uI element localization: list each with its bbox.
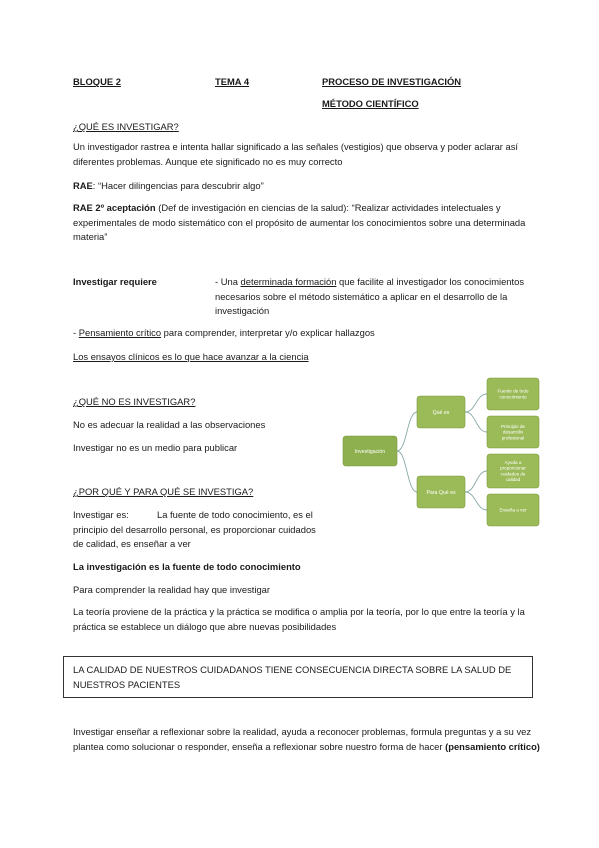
connector-line — [465, 471, 487, 492]
pensamiento-text: para comprender, interpretar y/o explicar hallazgos — [161, 327, 375, 338]
node-label: Para Qué es — [426, 489, 456, 496]
connector-line — [465, 492, 487, 510]
requiere-item-pensamiento — [73, 326, 375, 341]
node-ensena-a-ver — [487, 494, 539, 526]
requiere-item-formacion — [215, 275, 535, 319]
rae-label: RAE — [73, 180, 93, 191]
heading-por-que: ¿POR QUÉ Y PARA QUÉ SE INVESTIGA? — [73, 486, 254, 497]
node-investigacion — [343, 436, 397, 466]
node-label: Enseña a ver — [499, 507, 527, 513]
node-para-que-es — [417, 476, 465, 508]
heading-que-es-investigar: ¿QUÉ ES INVESTIGAR? — [73, 121, 179, 132]
tema-label: TEMA 4 — [215, 76, 250, 87]
formacion-underlined: determinada formación — [240, 276, 337, 287]
no-es-line-2: Investigar no es un medio para publicar — [73, 442, 238, 453]
node-label: Fuente de todo conocimiento — [497, 388, 529, 400]
connector-line — [397, 451, 417, 492]
bullet-prefix: - — [73, 327, 79, 338]
node-principio-desarrollo — [487, 416, 539, 448]
node-label: Qué es — [432, 409, 450, 416]
comprender-realidad: Para comprender la realidad hay que investigar — [73, 584, 270, 595]
fuente-conocimiento-bold: La investigación es la fuente de todo conocimiento — [73, 561, 301, 572]
pensamiento-underlined: Pensamiento crítico — [78, 327, 162, 338]
rae-definition: : “Hacer dilingencias para descubrir algo” — [92, 180, 264, 191]
pensamiento-critico-bold: (pensamiento crítico) — [445, 740, 540, 752]
concept-diagram — [335, 372, 545, 532]
node-cuidados-calidad — [487, 454, 539, 488]
node-label: Principio de desarrollo profesional — [500, 423, 526, 441]
bloque-label: BLOQUE 2 — [73, 76, 121, 87]
ensayos-line: Los ensayos clínicos es lo que hace avanzar a la ciencia — [73, 351, 309, 362]
investigar-es-text: La fuente de todo conocimiento, es el principio del desarrollo personal, es proporcionar cuidados de calidad, es enseñar a ver — [73, 509, 316, 550]
highlight-box — [63, 656, 533, 698]
formacion-text: que facilite al investigador los conocimientos necesarios sobre el método sistemático a aplicar en el desarrollo de la investigación — [215, 276, 525, 317]
paragraph-rae — [73, 179, 264, 194]
metodo-label: MÉTODO CIENTÍFICO — [322, 98, 419, 109]
rae2-label: RAE 2º aceptación — [73, 202, 156, 213]
node-que-es — [417, 396, 465, 428]
node-label: Investigación — [354, 448, 386, 455]
bullet-prefix: - Una — [215, 276, 241, 287]
heading-que-no-es: ¿QUÉ NO ES INVESTIGAR? — [73, 396, 196, 407]
final-paragraph — [73, 725, 543, 754]
investigar-es-label: Investigar es: — [73, 509, 129, 520]
connector-line — [465, 412, 487, 432]
teoria-practica: La teoría proviene de la práctica y la práctica se modifica o amplia por la teoría, por lo que entre la teoría y la práctica se establece un diálogo que abre nuevas posibilidades — [73, 606, 525, 632]
no-es-line-1: No es adecuar la realidad a las observaciones — [73, 419, 266, 430]
paragraph-rae-2 — [73, 201, 538, 245]
paragraph-investigador: Un investigador rastrea e intenta hallar significado a las señales (vestigios) que observa y poder aclarar así diferentes problemas. Aunque ete significado no es muy correcto — [73, 141, 519, 167]
node-fuente-conocimiento — [487, 378, 539, 410]
connector-line — [465, 394, 487, 412]
node-label: Ayuda a proporcionar cuidados de calidad — [500, 459, 526, 483]
connector-line — [397, 412, 417, 451]
proceso-label: PROCESO DE INVESTIGACIÓN — [322, 76, 462, 87]
highlight-box-text: LA CALIDAD DE NUESTROS CUIDADANOS TIENE CONSECUENCIA DIRECTA SOBRE LA SALUD DE NUESTROS PACIENTES — [73, 664, 512, 690]
rae2-definition: (Def de investigación en ciencias de la salud): “Realizar actividades intelectuales y experimentales de modo sistemático con el propósito de aumentar los conocimientos sobre una determinada materia” — [73, 202, 526, 243]
final-text: Investigar enseñar a reflexionar sobre la realidad, ayuda a reconocer problemas, formula preguntas y a su vez plantea como solucionar o responder, enseña a reflexionar sobre nuestro forma de hacer — [73, 726, 532, 752]
requiere-label: Investigar requiere — [73, 276, 157, 287]
